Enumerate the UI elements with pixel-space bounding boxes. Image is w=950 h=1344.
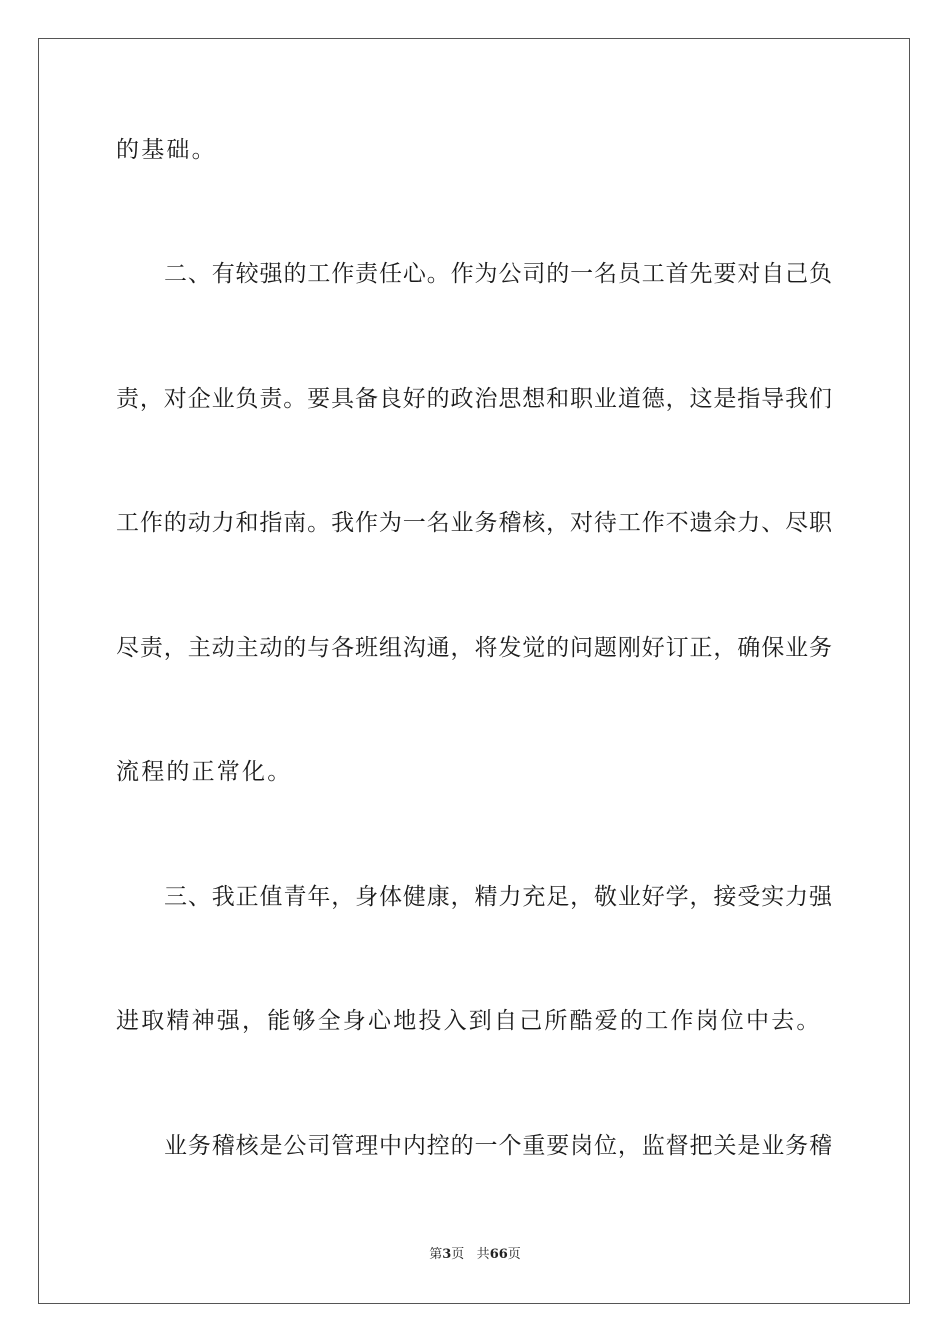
paragraph-line-9: 业务稽核是公司管理中内控的一个重要岗位，监督把关是业务稽 [164,1133,832,1159]
paragraph-line-4: 工作的动力和指南。我作为一名业务稽核，对待工作不遗余力、尽职 [116,510,832,536]
paragraph-line-5: 尽责，主动主动的与各班组沟通，将发觉的问题刚好订正，确保业务 [116,635,832,661]
paragraph-line-2: 二、有较强的工作责任心。作为公司的一名员工首先要对自己负 [164,261,832,287]
footer-page-suffix: 页 [451,1247,465,1262]
paragraph-line-8: 进取精神强，能够全身心地投入到自己所酷爱的工作岗位中去。 [116,1008,822,1034]
current-page-number: 3 [442,1247,452,1262]
footer-total-prefix: 共 [476,1247,490,1262]
paragraph-line-7: 三、我正值青年，身体健康，精力充足，敬业好学，接受实力强 [164,884,832,910]
page-border [38,38,910,1304]
total-page-count: 66 [489,1247,508,1262]
paragraph-line-3: 责，对企业负责。要具备良好的政治思想和职业道德，这是指导我们 [116,386,832,412]
footer-gap [464,1247,476,1262]
footer-total-suffix: 页 [507,1247,521,1262]
footer-prefix: 第 [429,1247,443,1262]
paragraph-line-1: 的基础。 [116,137,217,163]
paragraph-line-6: 流程的正常化。 [116,759,293,785]
page-footer [0,1246,950,1264]
